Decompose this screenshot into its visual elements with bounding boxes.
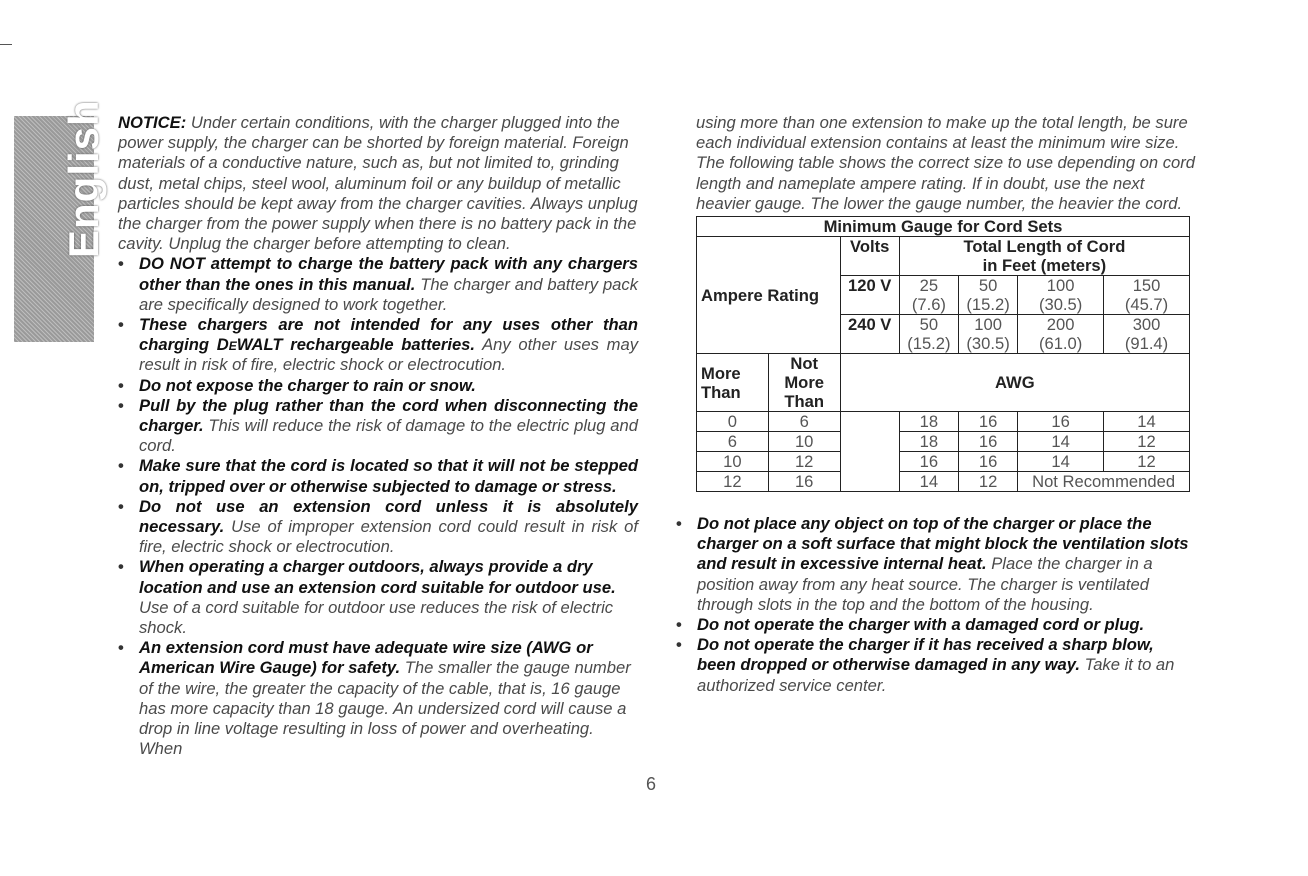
brand-name: DeWALT [216, 335, 283, 355]
length-cell: 50 (15.2) [899, 315, 958, 354]
list-item: • Pull by the plug rather than the cord when disconnecting the charger. This will reduce the risk of damage to the electric plug and cord. [118, 396, 638, 457]
length-cell: 100 (30.5) [958, 315, 1017, 354]
table-row: 10 12 16 16 14 12 [697, 452, 1190, 472]
length-cell: 300 (91.4) [1104, 315, 1190, 354]
list-item: • Do not use an extension cord unless it is absolutely necessary. Use of improper extension cord could result in risk of fire, electric shock or electrocution. [118, 497, 638, 558]
length-cell: 100 (30.5) [1018, 276, 1104, 315]
language-tab-label: English [60, 99, 107, 258]
list-item: • An extension cord must have adequate wire size (AWG or American Wire Gauge) for safety. The smaller the gauge number of the wire, the greater the capacity of the cable, that is, 16 gauge has more capacity than 18 gauge. An undersized cord will cause a drop in line voltage resulting in loss of power and overheating. When [118, 638, 638, 759]
notice-paragraph [118, 113, 638, 254]
volts-240-label: 240 V [840, 315, 899, 354]
length-cell: 200 (61.0) [1018, 315, 1104, 354]
ampere-rating-label: Ampere Rating [697, 237, 841, 354]
safety-list-left [118, 254, 638, 759]
table-title: Minimum Gauge for Cord Sets [697, 217, 1190, 237]
left-column [118, 113, 638, 760]
length-cell: 150 (45.7) [1104, 276, 1190, 315]
list-item: • Do not place any object on top of the charger or place the charger on a soft surface that might block the ventilation slots and result in excessive internal heat. Place the charger in a position away from any heat source. The charger is ventilated through slots in the top and the bottom of the housing. [676, 514, 1196, 615]
right-column-bullets [676, 514, 1196, 696]
list-item: • Make sure that the cord is located so that it will not be stepped on, tripped over or otherwise subjected to damage or stress. [118, 456, 638, 496]
not-more-than-header: Not More Than [768, 354, 840, 412]
list-item: • Do not operate the charger with a damaged cord or plug. [676, 615, 1196, 635]
blank-cell [840, 412, 899, 492]
more-than-header: More Than [697, 354, 769, 412]
continuation-paragraph: using more than one extension to make up the total length, be sure each individual extension contains at least the minimum wire size. The following table shows the correct size to use depending on cord length and nameplate ampere rating. If in doubt, use the next heavier gauge. The lower the gauge number, the heavier the cord. [696, 113, 1196, 213]
volts-header: Volts [840, 237, 899, 276]
cord-gauge-table [696, 216, 1190, 492]
list-item: • These chargers are not intended for any uses other than charging DeWALT rechargeable batteries. Any other uses may result in risk of fire, electric shock or electrocution. [118, 315, 638, 376]
length-cell: 50 (15.2) [958, 276, 1017, 315]
right-column-intro [696, 113, 1196, 214]
safety-list-right [676, 514, 1196, 696]
list-item: • Do not operate the charger if it has received a sharp blow, been dropped or otherwise damaged in any way. Take it to an authorized service center. [676, 635, 1196, 696]
table-row: 0 6 18 16 16 14 [697, 412, 1190, 432]
length-header: Total Length of Cord in Feet (meters) [899, 237, 1189, 276]
list-item: • When operating a charger outdoors, always provide a dry location and use an extension cord suitable for outdoor use. Use of a cord suitable for outdoor use reduces the risk of electric shock. [118, 557, 638, 638]
table-row: 12 16 14 12 Not Recommended [697, 472, 1190, 492]
volts-120-label: 120 V [840, 276, 899, 315]
list-item: • DO NOT attempt to charge the battery pack with any chargers other than the ones in this manual. The charger and battery pack are specifically designed to work together. [118, 254, 638, 315]
length-cell: 25 (7.6) [899, 276, 958, 315]
notice-label: NOTICE: [118, 113, 187, 132]
page-number: 6 [646, 774, 657, 794]
not-recommended-cell: Not Recommended [1018, 472, 1190, 492]
table-row: 6 10 18 16 14 12 [697, 432, 1190, 452]
list-item: • Do not expose the charger to rain or snow. [118, 376, 638, 396]
awg-header: AWG [840, 354, 1189, 412]
margin-mark [0, 44, 12, 45]
notice-text: Under certain conditions, with the charger plugged into the power supply, the charger can be shorted by foreign material. Foreign materials of a conductive nature, such as, but not limited to, grinding dust, metal chips, steel wool, aluminum foil or any buildup of metallic particles should be kept away from the charger cavities. Always unplug the charger from the power supply when there is no battery pack in the cavity. Unplug the charger before attempting to clean. [118, 113, 638, 254]
